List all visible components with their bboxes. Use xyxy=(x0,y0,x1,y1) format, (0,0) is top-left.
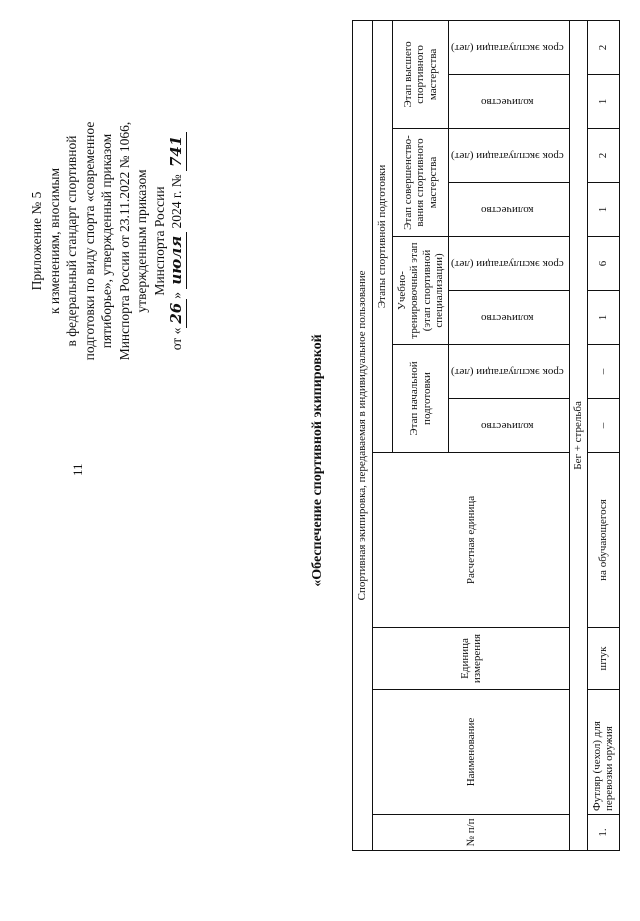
header-num: № п/п xyxy=(373,815,570,851)
document-title: «Обеспечение спортивной экипировкой xyxy=(310,334,325,587)
cell-num: 1. xyxy=(587,815,619,851)
handwritten-day: 26 xyxy=(168,299,187,328)
date-year: 2024 г. № xyxy=(169,174,184,229)
appendix-line: в федеральный стандарт спортивной xyxy=(64,135,79,347)
equipment-table xyxy=(352,20,620,851)
cell-unit: штук xyxy=(587,628,619,690)
appendix-date-line xyxy=(168,41,187,441)
header-term-text: срок эксплуатации (лет) xyxy=(451,149,564,162)
appendix-line: Приложение № 5 xyxy=(29,191,44,291)
date-prefix: от « xyxy=(169,327,184,351)
header-qty-text: количество xyxy=(481,95,534,108)
cell-name: Футляр (чехол) для перевозки оружия xyxy=(587,690,619,815)
cell-value: 2 xyxy=(587,20,619,74)
handwritten-number: 741 xyxy=(168,132,187,171)
appendix-line: Минспорта России от 23.11.2022 № 1066, xyxy=(116,121,132,361)
appendix-line: Минспорта России xyxy=(151,186,167,296)
date-mid: » xyxy=(169,292,184,299)
header-term-text: срок эксплуатации (лет) xyxy=(451,257,564,270)
header-name: Наименование xyxy=(373,690,570,815)
header-qty-text: количество xyxy=(481,419,534,432)
header-stage1: Этап начальной подготовки xyxy=(393,345,449,453)
header-unit: Единица измерения xyxy=(373,628,570,690)
cell-value: – xyxy=(587,345,619,399)
appendix-line: пятиборье», утвержденный приказом xyxy=(99,133,114,349)
header-stage4: Этап высшего спортивного мастерства xyxy=(393,20,449,128)
page-number: 11 xyxy=(70,463,85,476)
table-row xyxy=(587,20,619,850)
header-qty xyxy=(449,399,570,453)
header-term xyxy=(449,237,570,291)
cell-value: 1 xyxy=(587,291,619,345)
header-qty-text: количество xyxy=(481,203,534,216)
header-term xyxy=(449,129,570,183)
appendix-block xyxy=(28,41,187,441)
appendix-line: утвержденным приказом xyxy=(134,169,149,313)
header-qty xyxy=(449,183,570,237)
cell-value: 1 xyxy=(587,75,619,129)
handwritten-month: июля xyxy=(168,232,187,289)
cell-value: 6 xyxy=(587,237,619,291)
header-stage2: Учебно-тренировочный этап (этап спортивной специализации) xyxy=(393,237,449,345)
header-term-text: срок эксплуатации (лет) xyxy=(451,41,564,54)
header-term-text: срок эксплуатации (лет) xyxy=(451,365,564,378)
header-stages-group: Этапы спортивной подготовки xyxy=(373,20,393,452)
table-caption: Спортивная экипировка, передаваемая в индивидуальное пользование xyxy=(353,20,373,850)
header-qty xyxy=(449,291,570,345)
header-qty-text: количество xyxy=(481,311,534,324)
cell-calc-unit: на обучающегося xyxy=(587,453,619,628)
header-qty xyxy=(449,75,570,129)
cell-value: 1 xyxy=(587,183,619,237)
appendix-line: к изменениям, вносимым xyxy=(46,167,62,315)
header-term xyxy=(449,345,570,399)
section-row: Бег + стрельба xyxy=(570,20,588,850)
cell-value: 2 xyxy=(587,129,619,183)
appendix-line: подготовки по виду спорта «современное xyxy=(81,121,97,361)
header-stage3: Этап совершенство-вания спортивного мастерства xyxy=(393,129,449,237)
header-calc-unit: Расчетная единица xyxy=(373,453,570,628)
cell-value: – xyxy=(587,399,619,453)
header-term xyxy=(449,20,570,74)
